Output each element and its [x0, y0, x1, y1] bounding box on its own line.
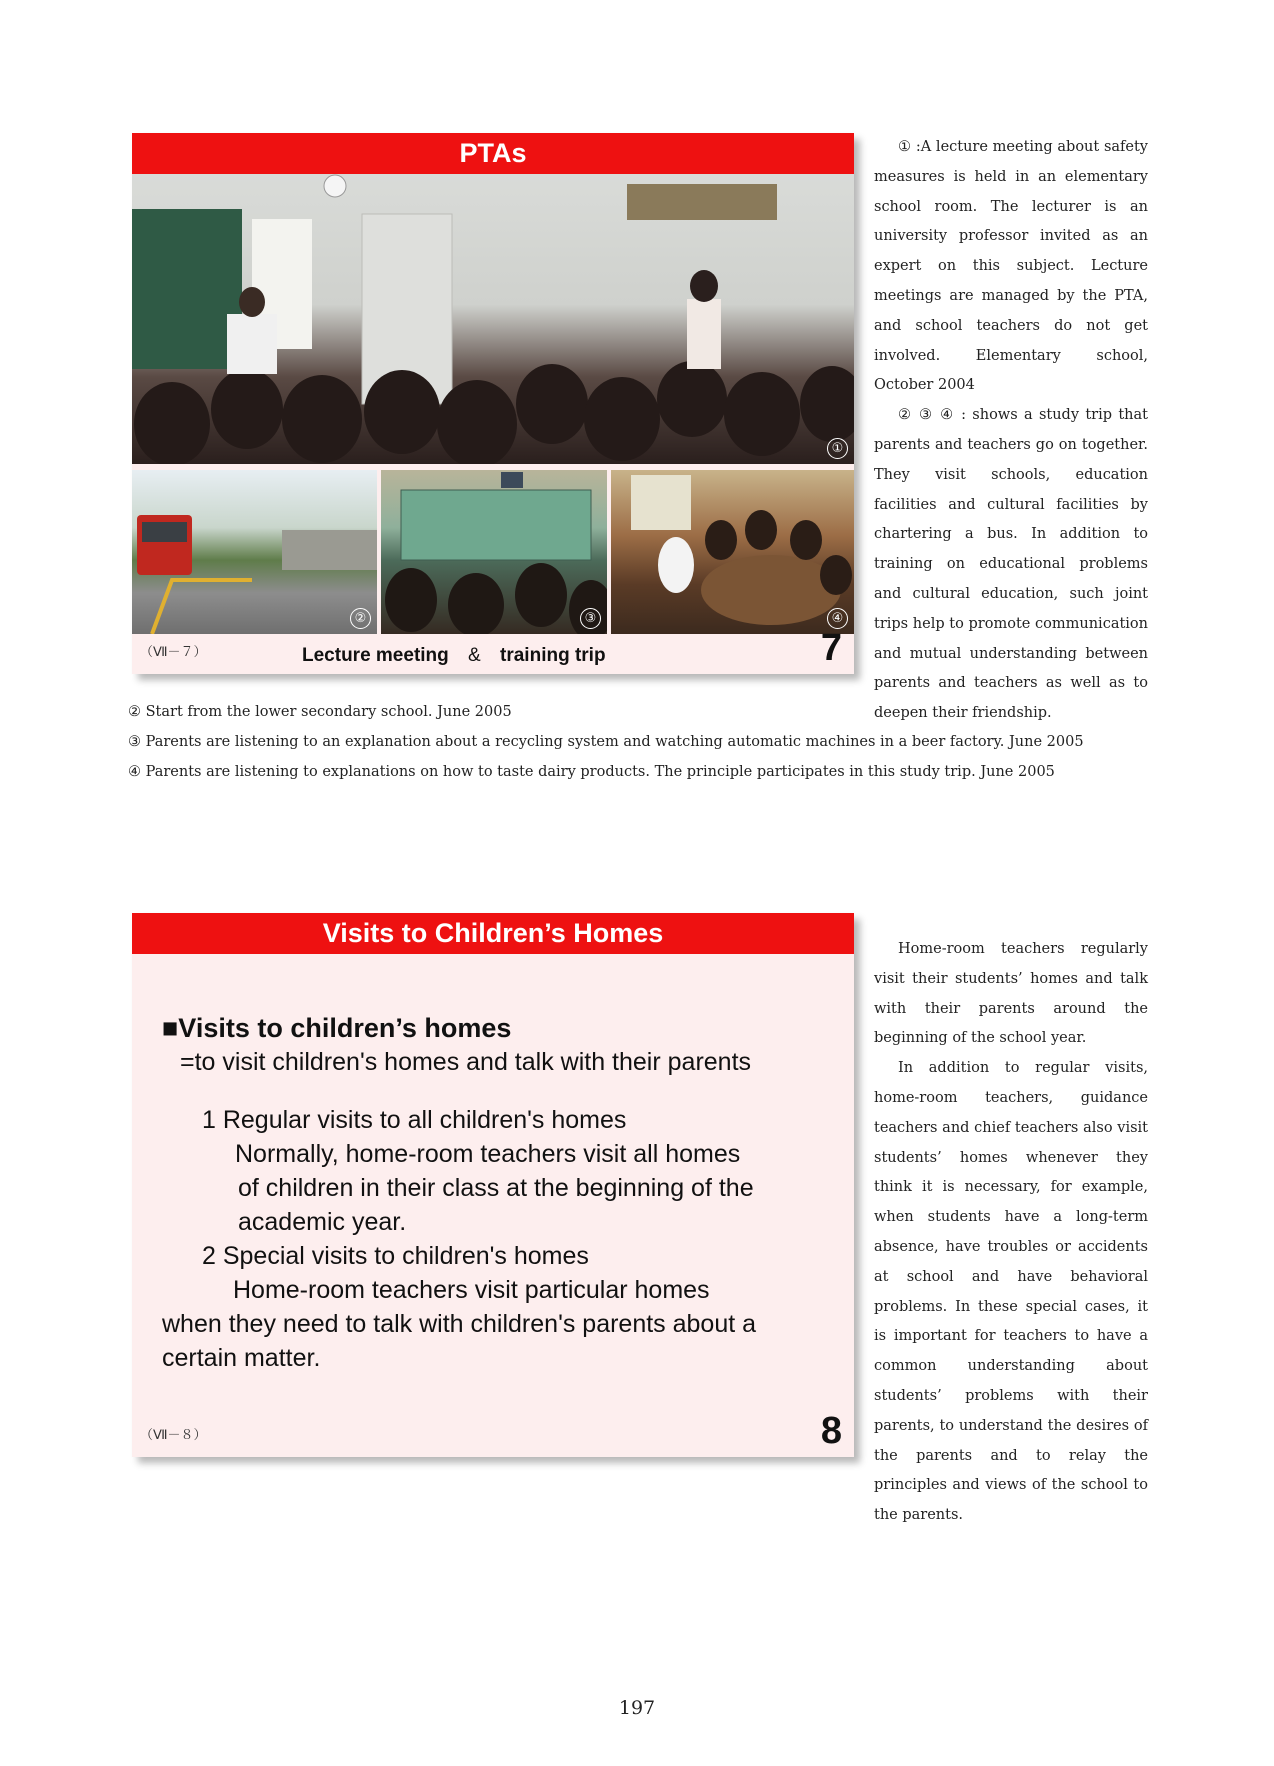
side-paragraph: ② ③ ④ : shows a study trip that parents and teachers go on together. They visit schools, education facilities and cultural facilities by chartering a bus. In addition to training on educational problems and cultural education, such joint trips help to promote communication and mutual understanding between parents and teachers as well as to deepen their friendship. [874, 407, 1148, 722]
caption-lecture: Lecture meeting [302, 645, 449, 666]
slide-home-visits [132, 913, 854, 1457]
photo-number-badge: ③ [580, 608, 601, 629]
slide-heading: ■Visits to children’s homes [162, 1013, 512, 1043]
photo-caption: ② Start from the lower secondary school. June 2005 [128, 704, 512, 720]
slide-line: when they need to talk with children's parents about a [162, 1310, 757, 1338]
side-text-home-visits [874, 935, 1148, 1531]
page-number: 197 [618, 1697, 656, 1719]
side-text-ptas [874, 133, 1148, 729]
slide-line: of children in their class at the beginning of the [238, 1174, 754, 1202]
photo-dairy-tasting [611, 470, 854, 634]
side-paragraph: ① :A lecture meeting about safety measures is held in an elementary school room. The lecturer is an university professor invited as an expert on this subject. Lecture meetings are managed by the PTA, and school teachers do not get involved. Elementary school, October 2004 [874, 139, 1148, 394]
photo-number-badge: ② [350, 608, 371, 629]
bus-illustration [132, 470, 377, 634]
slide-code: （Ⅶ－８） [140, 1428, 207, 1443]
slide-caption [302, 645, 620, 667]
photo-number-badge: ① [827, 438, 848, 459]
photo-lecture-meeting [132, 174, 854, 464]
photo-number-badge: ④ [827, 608, 848, 629]
side-paragraph: In addition to regular visits, home-room teachers, guidance teachers and chief teachers also visit students’ homes whenever they think it is necessary, for example, when students have a long-term absence, have troubles or accidents at school and have behavioral problems. In these special cases, it is important for teachers to have a common understanding about students’ problems with their parents, to understand the desires of the parents and to relay the principles and views of the school to the parents. [874, 1060, 1148, 1524]
slide-number: 7 [820, 627, 842, 669]
slide-line: 1 Regular visits to all children's homes [202, 1106, 627, 1134]
slide-title: Visits to Children’s Homes [132, 913, 854, 954]
photo-caption: ③ Parents are listening to an explanation about a recycling system and watching automatic machines in a beer factory. June 2005 [128, 734, 1084, 750]
slide-body [162, 1011, 832, 1375]
factory-illustration [381, 470, 607, 634]
photo-beer-factory [381, 470, 607, 634]
slide-line: academic year. [238, 1208, 407, 1236]
slide-title: PTAs [132, 133, 854, 174]
side-paragraph: Home-room teachers regularly visit their students’ homes and talk with their parents around the beginning of the school year. [874, 941, 1148, 1047]
lecture-room-illustration [132, 174, 854, 464]
slide-code: （Ⅶ－７） [140, 645, 207, 660]
caption-amp: & [468, 645, 481, 666]
slide-line: 2 Special visits to children's homes [202, 1242, 589, 1270]
slide-line: =to visit children's homes and talk with their parents [180, 1048, 752, 1076]
dairy-illustration [611, 470, 854, 634]
slide-line: Normally, home-room teachers visit all homes [235, 1140, 741, 1168]
caption-training: training trip [500, 645, 606, 666]
slide-number: 8 [820, 1410, 842, 1452]
photo-caption: ④ Parents are listening to explanations on how to taste dairy products. The principle participates in this study trip. June 2005 [128, 764, 1055, 780]
photo-bus-departure [132, 470, 377, 634]
slide-line: certain matter. [162, 1344, 321, 1372]
slide-line: Home-room teachers visit particular homes [233, 1276, 710, 1304]
slide-ptas [132, 133, 854, 674]
photo-captions [128, 697, 1084, 787]
